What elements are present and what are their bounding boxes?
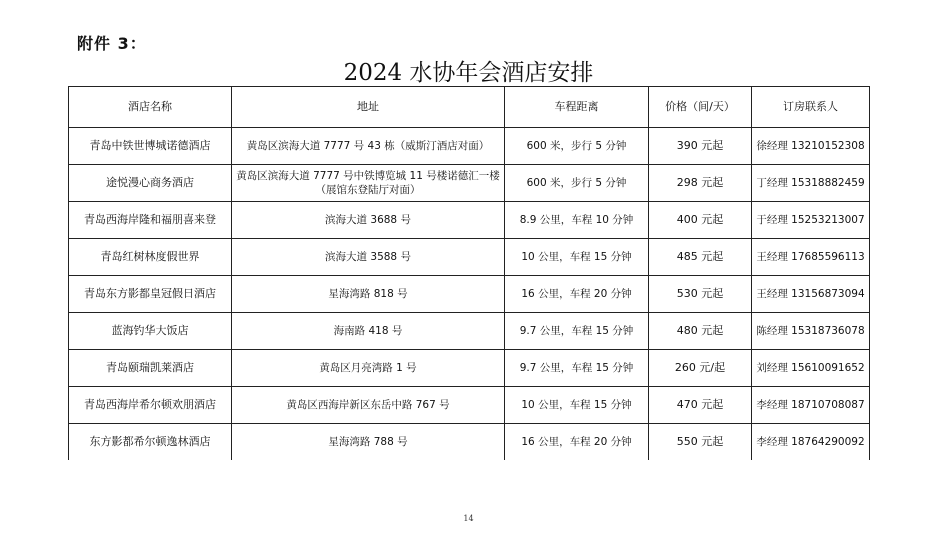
price-cell: 298 元起 xyxy=(649,165,752,202)
contact-cell: 丁经理 15318882459 xyxy=(752,165,870,202)
price-cell: 480 元起 xyxy=(649,313,752,350)
table-row xyxy=(69,350,870,387)
table-row xyxy=(69,165,870,202)
address-cell: 黄岛区滨海大道 7777 号中铁博览城 11 号楼诺德汇一楼（展馆东登陆厅对面） xyxy=(232,165,505,202)
price-cell: 260 元/起 xyxy=(649,350,752,387)
price-cell: 485 元起 xyxy=(649,239,752,276)
price-cell: 470 元起 xyxy=(649,387,752,424)
contact-cell: 于经理 15253213007 xyxy=(752,202,870,239)
hotel-name-cell: 途悦漫心商务酒店 xyxy=(69,165,232,202)
table-row xyxy=(69,128,870,165)
table-row xyxy=(69,387,870,424)
address-cell: 滨海大道 3688 号 xyxy=(232,202,505,239)
contact-cell: 王经理 13156873094 xyxy=(752,276,870,313)
table-row xyxy=(69,239,870,276)
distance-cell: 16 公里，车程 20 分钟 xyxy=(505,424,649,461)
document-title: 2024 水协年会酒店安排 xyxy=(343,60,594,86)
contact-cell: 陈经理 15318736078 xyxy=(752,313,870,350)
attachment-label: 附件 3： xyxy=(77,34,147,53)
hotel-name-cell: 青岛东方影都皇冠假日酒店 xyxy=(69,276,232,313)
address-cell: 海南路 418 号 xyxy=(232,313,505,350)
address-cell: 星海湾路 818 号 xyxy=(232,276,505,313)
hotel-name-cell: 蓝海钓华大饭店 xyxy=(69,313,232,350)
price-cell: 400 元起 xyxy=(649,202,752,239)
hotel-table xyxy=(68,86,870,460)
hotel-name-cell: 青岛西海岸隆和福朋喜来登 xyxy=(69,202,232,239)
header-address: 地址 xyxy=(232,87,505,128)
hotel-name-cell: 东方影都希尔顿逸林酒店 xyxy=(69,424,232,461)
address-cell: 黄岛区滨海大道 7777 号 43 栋（威斯汀酒店对面） xyxy=(232,128,505,165)
header-distance: 车程距离 xyxy=(505,87,649,128)
price-cell: 390 元起 xyxy=(649,128,752,165)
table-row xyxy=(69,202,870,239)
hotel-name-cell: 青岛颐瑞凯莱酒店 xyxy=(69,350,232,387)
contact-cell: 刘经理 15610091652 xyxy=(752,350,870,387)
distance-cell: 600 米，步行 5 分钟 xyxy=(505,128,649,165)
distance-cell: 10 公里，车程 15 分钟 xyxy=(505,387,649,424)
distance-cell: 600 米，步行 5 分钟 xyxy=(505,165,649,202)
table-row xyxy=(69,276,870,313)
table-header-row xyxy=(69,87,870,128)
hotel-name-cell: 青岛西海岸希尔顿欢朋酒店 xyxy=(69,387,232,424)
price-cell: 550 元起 xyxy=(649,424,752,461)
address-cell: 黄岛区西海岸新区东岳中路 767 号 xyxy=(232,387,505,424)
contact-cell: 王经理 17685596113 xyxy=(752,239,870,276)
page-number: 14 xyxy=(463,514,474,523)
table-row xyxy=(69,313,870,350)
header-contact: 订房联系人 xyxy=(752,87,870,128)
hotel-name-cell: 青岛中铁世博城诺德酒店 xyxy=(69,128,232,165)
hotel-name-cell: 青岛红树林度假世界 xyxy=(69,239,232,276)
contact-cell: 徐经理 13210152308 xyxy=(752,128,870,165)
distance-cell: 10 公里，车程 15 分钟 xyxy=(505,239,649,276)
header-hotel-name: 酒店名称 xyxy=(69,87,232,128)
distance-cell: 9.7 公里，车程 15 分钟 xyxy=(505,313,649,350)
contact-cell: 李经理 18764290092 xyxy=(752,424,870,461)
distance-cell: 8.9 公里，车程 10 分钟 xyxy=(505,202,649,239)
distance-cell: 9.7 公里，车程 15 分钟 xyxy=(505,350,649,387)
header-price: 价格（间/天） xyxy=(649,87,752,128)
table-row xyxy=(69,424,870,461)
address-cell: 黄岛区月亮湾路 1 号 xyxy=(232,350,505,387)
address-cell: 滨海大道 3588 号 xyxy=(232,239,505,276)
contact-cell: 李经理 18710708087 xyxy=(752,387,870,424)
price-cell: 530 元起 xyxy=(649,276,752,313)
address-cell: 星海湾路 788 号 xyxy=(232,424,505,461)
distance-cell: 16 公里，车程 20 分钟 xyxy=(505,276,649,313)
